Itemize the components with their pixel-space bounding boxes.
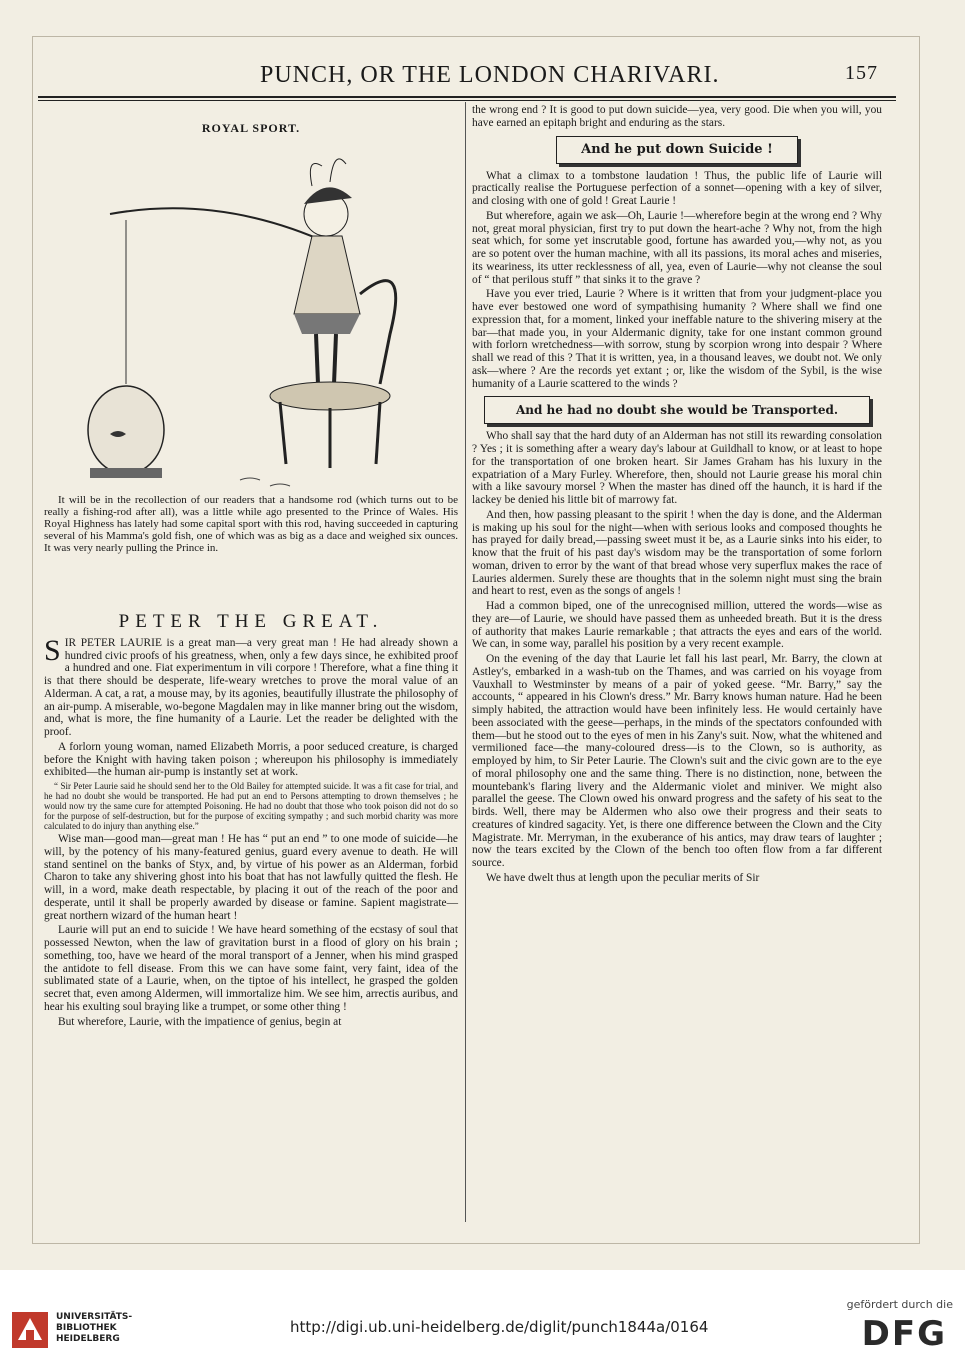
peter-the-great-heading: PETER THE GREAT. (118, 611, 384, 632)
right-column (472, 104, 882, 887)
peter-the-great-article (44, 611, 458, 1030)
funding-note: gefördert durch die (846, 1298, 953, 1311)
university-library-logo-icon (10, 1310, 50, 1350)
royal-sport-heading-block (44, 122, 458, 135)
royal-sport-illustration (80, 134, 440, 494)
court-quote: “ Sir Peter Laurie said he should send her to the Old Bailey for attempted suicide. It was a fit case for trial, and he had no doubt she would be transported. He had put an end to Persons attempting to drown themselves ; he would now try the same cure for attempted Poisoning. He had no doubt that those who took poison did not do so for the purpose of self-destruction, but for the purpose of exciting sympathy ; and such morbid charity was more calculated to do injury than anything else.” (44, 781, 458, 831)
right-paragraph-7: Had a common biped, one of the unrecognised million, uttered the words—wise as they are—of Laurie, we should have passed them as unheeded breath. But it is the dress of authority that makes Laurie remarkable ; that attracts the eyes and ears of the world. We can, in some way, parallel his position by a very recent example. (472, 600, 882, 651)
right-paragraph-6: And then, how passing pleasant to the spirit ! when the day is done, and the Alderman is making up his soul for the night—when with serious looks and composed thoughts he has prayed for daily bread,—passing sweet must it be, as a Laurie sinks into his eider, to know that the fruit of his past day's wisdom may be the transportation of some forlorn woman, driven to error by the want of that bread whose very superflux makes the race of Lauries aldermen. Surely these are thoughts that in the solemn night must sing the brain and heart to rest, even as the songs of angels ! (472, 508, 882, 598)
peter-paragraph-5: But wherefore, Laurie, with the impatience of genius, begin at (58, 1015, 342, 1028)
peter-paragraph-3: Wise man—good man—great man ! He has “ put an end ” to one mode of suicide—he will, by the potency of his many-featured genius, guard every avenue to death. He will stand sentinel on the banks of Styx, and, by virtue of his power as an Alderman, forbid Charon to take any shivering ghost into his boat that has not lawfully quitted the flesh. He will, in a word, make death respectable, by placing it out of the reach of the poor and desperate, until it shall be properly awarded by disease or famine. Sapient magistrate—great northern wizard of the human heart ! (44, 833, 458, 922)
right-paragraph-5: Who shall say that the hard duty of an Alderman has not still its rewarding consolation ? Yes ; it is something after a weary day's labour at Guildhall to know, or at least to hope for the transportation of one broken heart. Sir James Graham has his luxury in the expatriation of a Mary Furley. Wherefore, then, should not Laurie grease his moral chin with a like savoury morsel ? When the master has dined off the haunch, it is hard if the lackey be denied his little bit of marrowy fat. (472, 430, 882, 506)
right-paragraph-8: On the evening of the day that Laurie let fall his last pearl, Mr. Barry, the clown at Astley's, embarked in a wash-tub on the Thames, and was carried on his voyage from Vauxhall to Westminster by means of a pair of yoked geese. “Mr. Barry,” say the accounts, “ appeared in his Clown's dress.” Mr. Barry knows human nature. Had he been simply habited, the attraction would have been infinitely less. He would certainly have been associated with the geese—perhaps, in the minds of the spectators confounded with them—but he stood out to the eyes of men in his Zany's suit. Now, what the whitened and vermilioned face—the many-coloured dress—is to the Clown, so is authority, as employed by him, to Sir Peter Laurie. The Clown's suit and the civic gown are to the eye of moral philosophy one and the same thing. There is no distinction, none, between the mountebank's flaring livery and the Aldermanic violet and miniver. We might also parallel the geese. The Clown owed his onward progress and the safety of his seat to the birds. Well, there may be Aldermen who also owe their progress and their seats to creatures of kindred sagacity. Yet, is there one difference between the Clown and the City Magistrate. Mr. Merryman, in the exuberance of his antics, may draw tears of laughter ; now the tears excited by the Clown of the bench too often flow from a far different source. (472, 653, 882, 869)
peter-paragraph-1: IR PETER LAURIE is a great man—a very great man ! He had already shown a hundred civic proofs of his greatness, when, only a few days since, he exhibited proof a hundred and one. Fiat experimentum in vili corpore ! Therefore, what a fine thing it is that there should be desperate, life-weary wretches to prove the moral value of an Alderman. A cat, a rat, a mouse may, by its agonies, beautifully illustrate the philosophy of an air-pump. A miserable, wo-begone Magdalen may in like manner bring out the wisdom, and, what is more, the fine humanity of a Laurie. Let the reader be delighted with the proof. (44, 636, 458, 738)
running-head (40, 62, 920, 90)
right-paragraph-4: Have you ever tried, Laurie ? Where is it written that from your judgment-place you have ever bestowed one word of sympathising humanity ? Where shall we find one expression that, for a moment, linked your ineffable nature to the shivering misery at the bar—that made you, in your Aldermanic dignity, take for one instant common ground with forlorn wretchedness—with sorrow, stung by scorpion wrong into despair ? Where shall we read of this ? That it is written, yea, in a thousand leaves, we doubt not. We only ask—where ? Are the records yet extant ; or, like the wisdom of the Sybil, is the wise humanity of a Laurie scattered to the winds ? (472, 288, 882, 390)
peter-paragraph-2: A forlorn young woman, named Elizabeth Morris, a poor seduced creature, is charged before the Knight with having taken poison ; whereupon his philosophy is immediately exhibited—the human air-pump is instantly set at work. (44, 740, 458, 779)
journal-title: PUNCH, OR THE LONDON CHARIVARI. (260, 62, 720, 88)
column-divider (465, 102, 466, 1222)
drop-cap: S (44, 633, 61, 667)
right-paragraph-1: the wrong end ? It is good to put down suicide—yea, very good. Die when you will, you have earned an epitaph bright and enduring as the stars. (472, 104, 882, 129)
header-rule-thin (38, 100, 896, 101)
digital-copy-link[interactable]: http://digi.ub.uni-heidelberg.de/diglit/punch1844a/0164 (290, 1318, 709, 1336)
digitization-footer (0, 1270, 965, 1362)
page-number: 157 (845, 62, 878, 84)
header-rule (38, 96, 896, 98)
right-paragraph-9: We have dwelt thus at length upon the peculiar merits of Sir (486, 871, 760, 884)
right-paragraph-2: What a climax to a tombstone laudation ! Thus, the public life of Laurie will practically realise the Portuguese perfection of a sonnet—opening with a key of silver, and closing with one of gold ! Great Laurie ! (472, 169, 882, 207)
royal-sport-caption: It will be in the recollection of our readers that a handsome rod (which turns out to be really a fishing-rod after all), was a little while ago presented to the Prince of Wales. His Royal Highness has lately had some capital sport with this rod, having succeeded in capturing several of his Mamma's gold fish, one of which was as big as a dace and weighed six ounces. It was very nearly pulling the Prince in. (44, 494, 458, 554)
dfg-logo: DFG (861, 1314, 947, 1354)
peter-paragraph-4: Laurie will put an end to suicide ! We have heard something of the ecstasy of soul that possessed Newton, when the law of gravitation burst in a flood of glory on his brain ; something, too, have we heard of the moral transport of a Jenner, when his mind grasped the antidote to fell disease. From this we can have some faint, very faint, idea of the sublimated state of a Laurie, when, on the tiptoe of his intellect, he grasped the golden secret that, even among Aldermen, will immortalize him. We see him, arrectis auribus, and hear his exulting soul braying like a trumpet, or some other thing ! (44, 924, 458, 1013)
institution-name: UNIVERSITÄTS- BIBLIOTHEK HEIDELBERG (56, 1312, 133, 1344)
right-paragraph-3: But wherefore, again we ask—Oh, Laurie !—wherefore begin at the wrong end ? Why not, great moral physician, first try to put down the heart-ache ? Why not, from the high seat which, for some yet inscrutable good, fortune has awarded you,—why not, as you are so potent over the human machine, with all its passions, its moral aches and miseries, its weariness, its utter recklessness of all, yea, even of Laurie—why not cleanse the soul of “ that perilous stuff ” that sinks it to the grave ? (472, 209, 882, 286)
epitaph-box: And he put down Suicide ! (556, 136, 798, 164)
transported-box: And he had no doubt she would be Transported. (484, 396, 870, 424)
royal-sport-heading: ROYAL SPORT. (201, 121, 301, 135)
